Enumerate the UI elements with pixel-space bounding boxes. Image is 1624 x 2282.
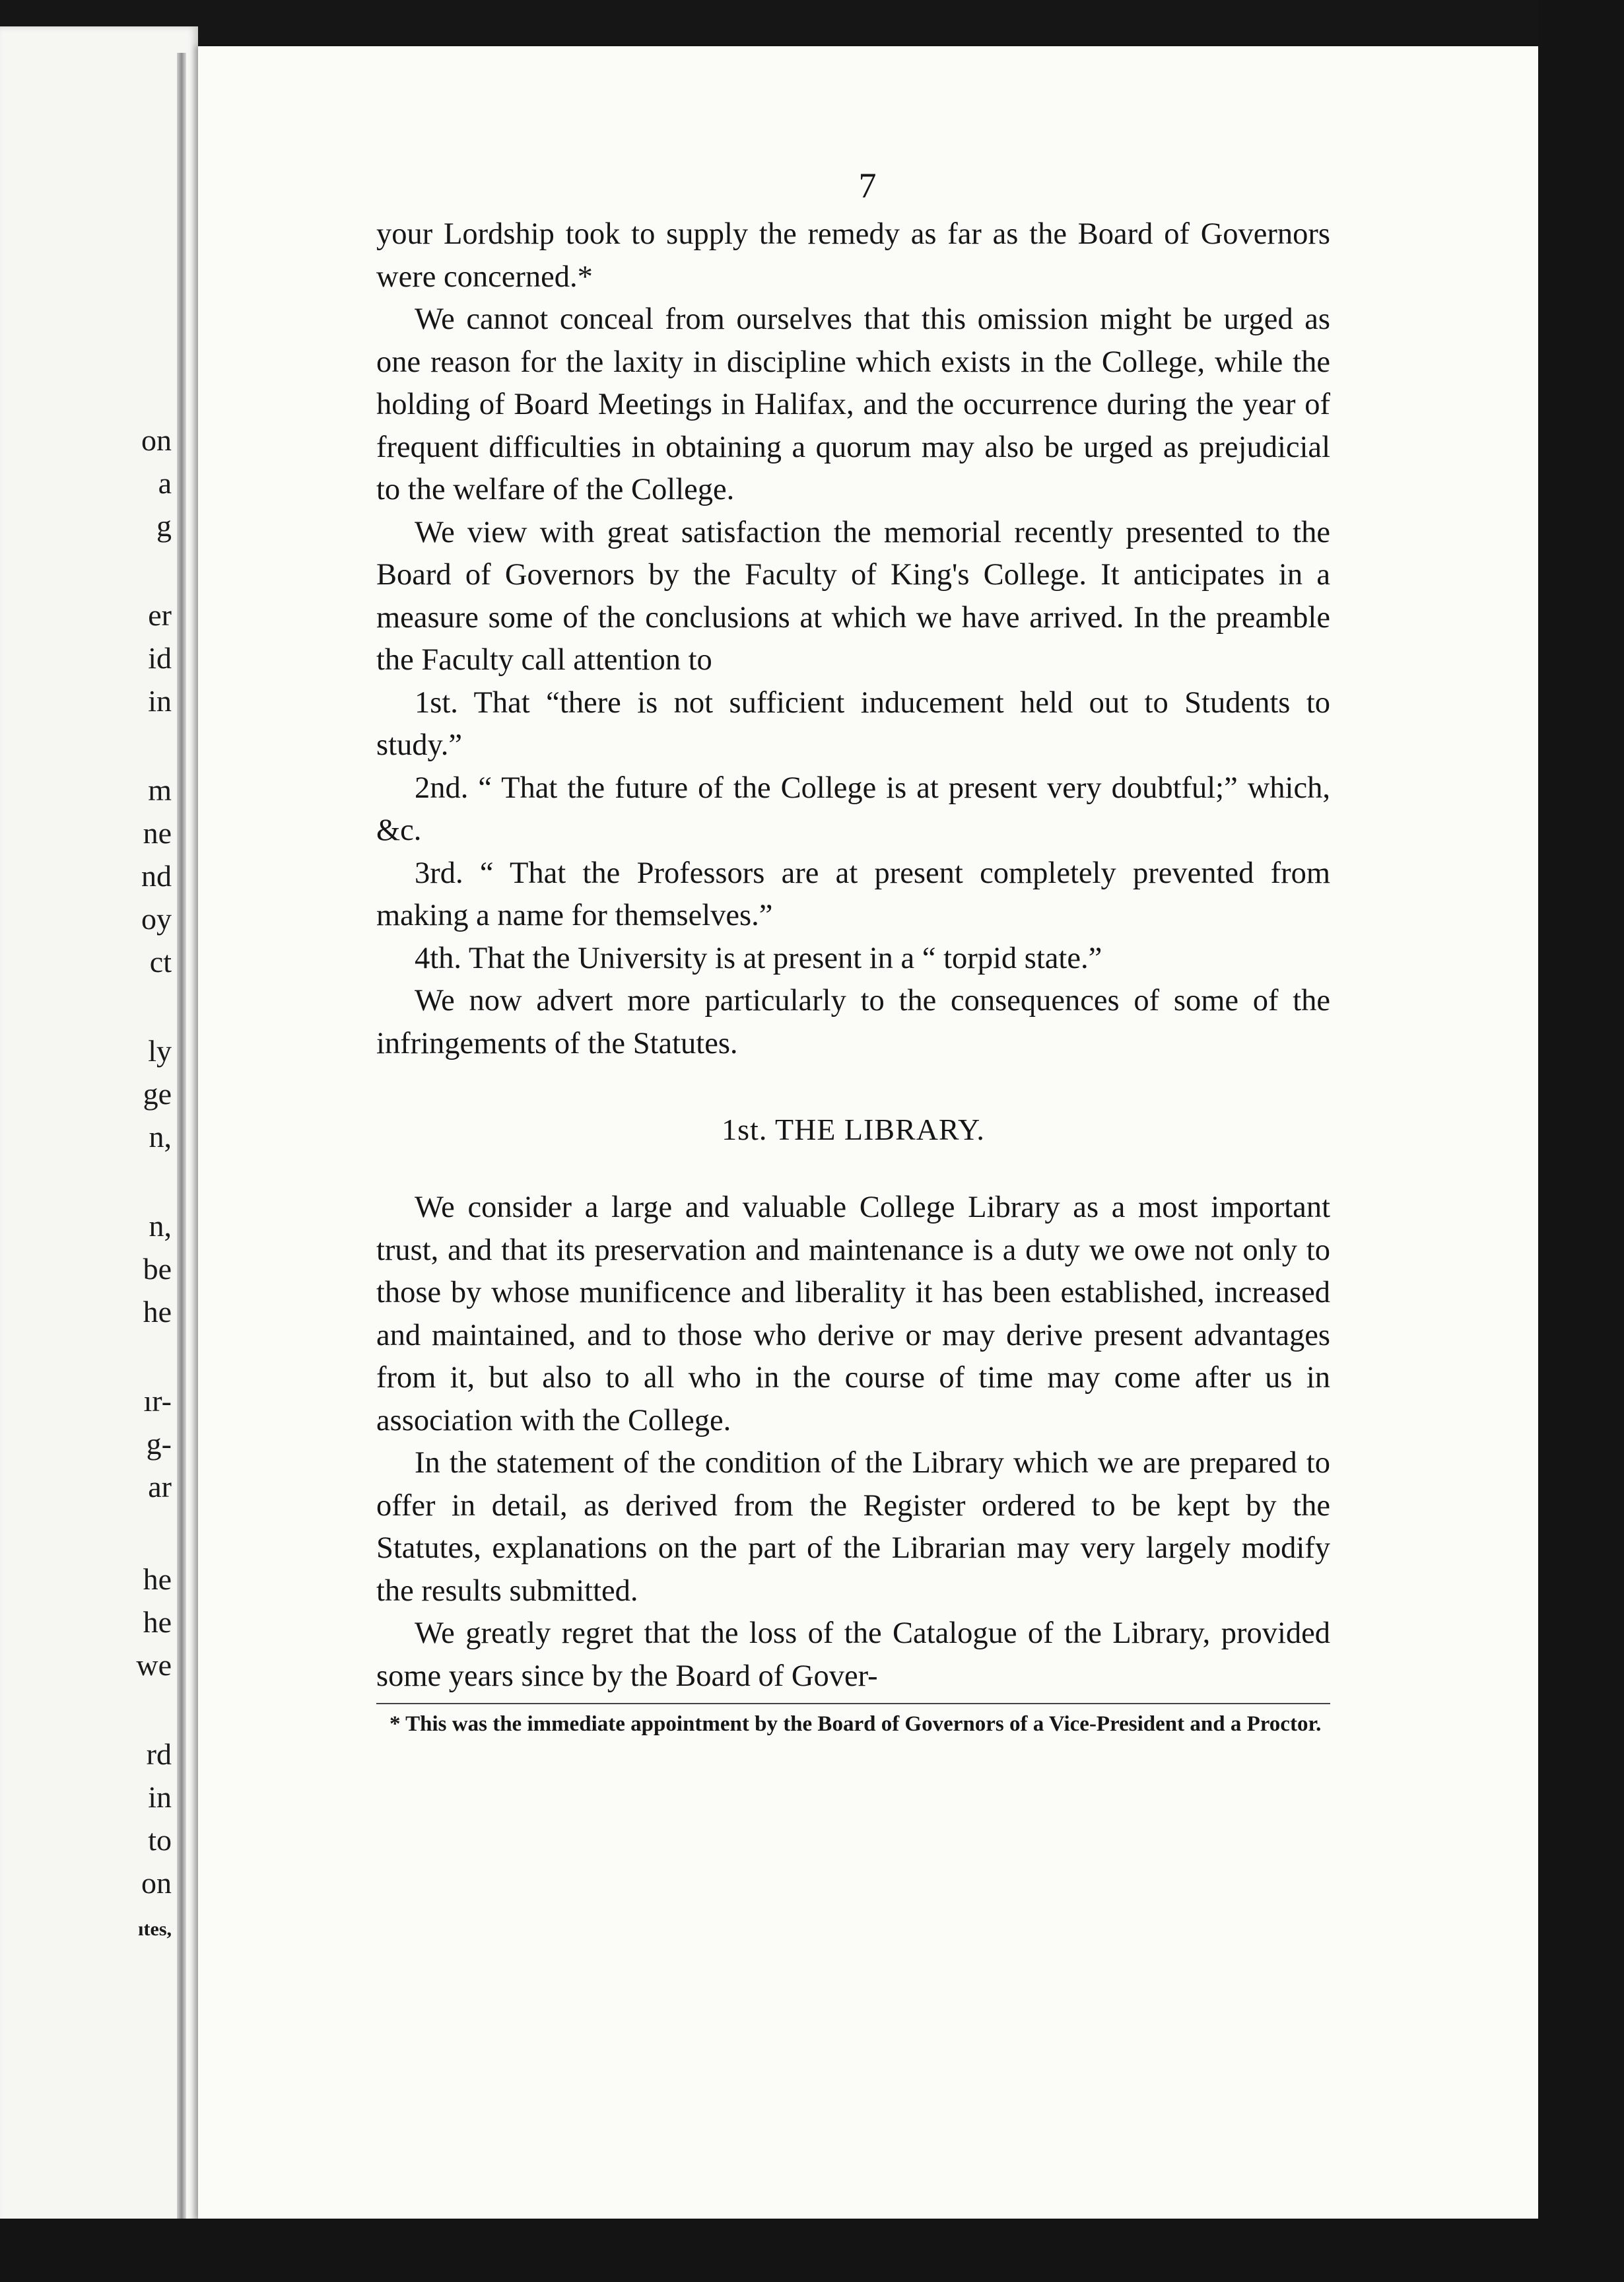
- scanner-edge-bottom: [0, 2219, 1624, 2282]
- page-gutter: [177, 53, 186, 2232]
- facing-page-fragment-text: id: [148, 641, 172, 675]
- paragraph: We cannot conceal from ourselves that this omission might be urged as one reason for the laxity in discipline which exists in the College, while the holding of Board Meetings in Halifax, and the occurrence during the year of frequent difficulties in obtaining a quorum may also be urged as prejudicial to the welfare of the College.: [376, 302, 1330, 506]
- scanner-edge-right: [1538, 0, 1624, 2282]
- paragraph: We now advert more particularly to the consequences of some of the infringements of the Statutes.: [376, 984, 1330, 1060]
- facing-page-fragment-text: in: [148, 684, 172, 718]
- facing-page-fragment-text: g-: [146, 1427, 172, 1461]
- facing-page-fragment-text: he: [143, 1562, 172, 1596]
- paragraph: We view with great satisfaction the memorial recently presented to the Board of Governors by the Faculty of King's College. It anticipates in a measure some of the conclusions at which we have arrived. In the preamble the Faculty call attention to: [376, 515, 1330, 677]
- paragraph: 2nd. “ That the future of the College is at present very doubtful;” which, &c.: [376, 771, 1330, 847]
- facing-page-fragment-text: ct: [149, 945, 172, 979]
- paragraph: 1st. That “there is not sufficient inducement held out to Students to study.”: [376, 685, 1330, 762]
- facing-page-fragment-text: he: [143, 1605, 172, 1639]
- facing-page-fragment-text: on: [141, 423, 172, 457]
- facing-page-fragment-text: ge: [143, 1077, 172, 1111]
- facing-page-fragment: [0, 26, 198, 2252]
- facing-page-fragment-text: be: [143, 1252, 172, 1286]
- paragraph: In the statement of the condition of the Library which we are prepared to offer in detail, as derived from the Register ordered to be kept by the Statutes, explanations on the part of the Librarian may very largely modify the results submitted.: [376, 1446, 1330, 1608]
- facing-page-fragment-text: n,: [149, 1209, 172, 1243]
- main-page: [198, 46, 1538, 2219]
- body-text-before-heading: [376, 213, 1330, 1065]
- facing-page-fragment-text: nd: [141, 859, 172, 893]
- facing-page-fragment-text: n,: [149, 1120, 172, 1154]
- facing-page-fragment-text: rd: [146, 1737, 172, 1771]
- facing-page-fragment-text: ly: [148, 1034, 172, 1068]
- page-number: 7: [858, 166, 877, 205]
- facing-page-fragment-text: he: [143, 1295, 172, 1329]
- facing-page-fragment-text: g: [156, 509, 172, 543]
- facing-page-fragment-text: ar: [148, 1470, 172, 1504]
- facing-page-fragment-text: we: [136, 1648, 172, 1682]
- footnote: * This was the immediate appointment by the Board of Governors of a Vice-President and a Proctor.: [389, 1712, 1322, 1736]
- body-text-after-heading: [376, 1187, 1330, 1698]
- paragraph: your Lordship took to supply the remedy as far as the Board of Governors were concerned.*: [376, 217, 1330, 294]
- page-content: [376, 162, 1330, 1740]
- facing-page-fragment-text: m: [148, 773, 172, 807]
- paragraph: 4th. That the University is at present in a “ torpid state.”: [415, 941, 1102, 975]
- facing-page-fragment-text: oy: [141, 902, 172, 936]
- facing-page-fragment-text: on: [141, 1866, 172, 1900]
- facing-page-fragment-text: er: [148, 598, 172, 632]
- facing-page-fragment-text: to: [148, 1823, 172, 1857]
- facing-page-fragment-text: a: [158, 466, 172, 500]
- facing-page-text-fragments: [0, 26, 172, 2252]
- section-heading: 1st. THE LIBRARY.: [722, 1113, 985, 1146]
- facing-page-fragment-text: in: [148, 1780, 172, 1814]
- facing-page-fragment-text: ne: [143, 816, 172, 850]
- facing-page-fragment-text: ır-: [143, 1384, 172, 1418]
- footnote-rule: [376, 1703, 1330, 1704]
- paragraph: We greatly regret that the loss of the Catalogue of the Library, provided some years since by the Board of Gover-: [376, 1616, 1330, 1693]
- facing-page-fragment-text: ıtes,: [138, 1918, 172, 1940]
- paragraph: 3rd. “ That the Professors are at present completely prevented from making a name for themselves.”: [376, 856, 1330, 932]
- paragraph: We consider a large and valuable College Library as a most important trust, and that its preservation and maintenance is a duty we owe not only to those by whose munificence and liberality it has been established, increased and maintained, and to those who derive or may derive present advantages from it, but also to all who in the course of time may come after us in association with the College.: [376, 1191, 1330, 1437]
